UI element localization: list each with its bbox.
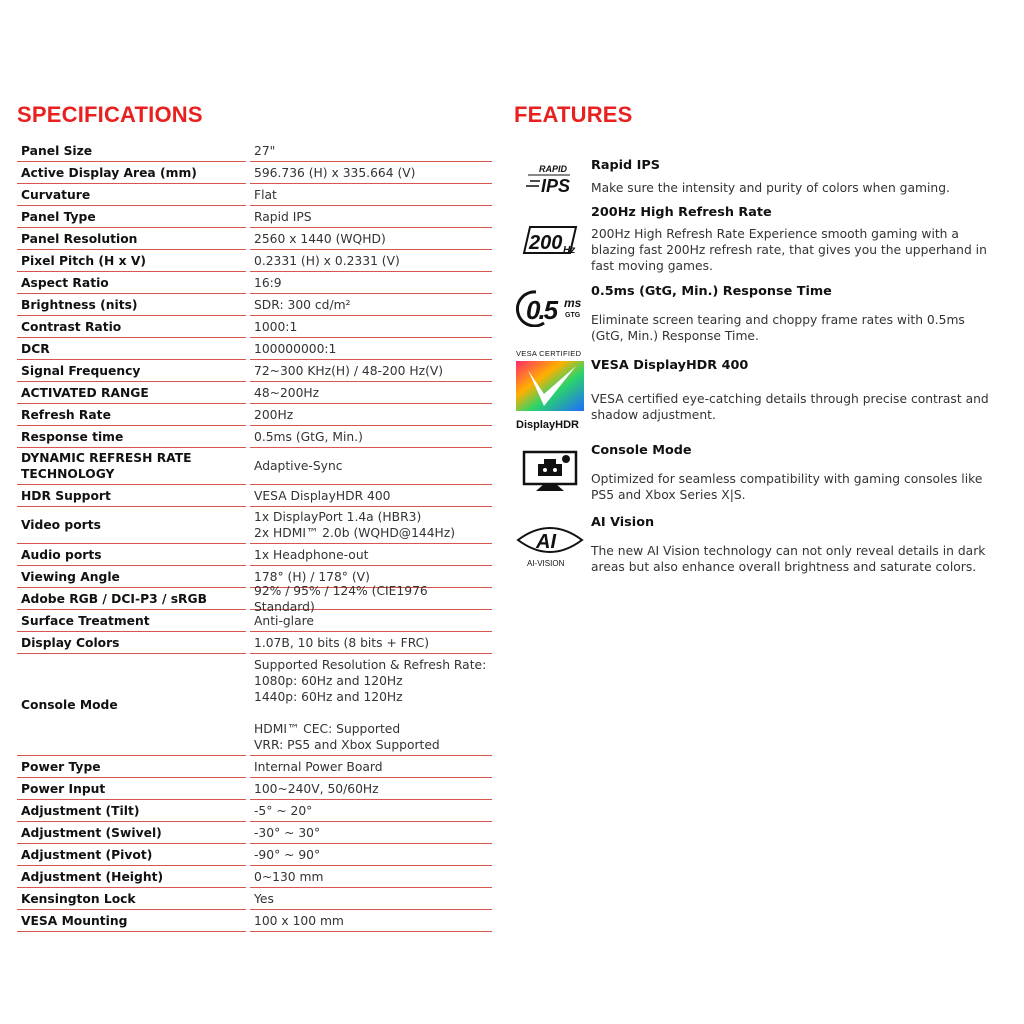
200hz-icon [514, 223, 586, 259]
spec-label: Signal Frequency [17, 360, 246, 382]
rapid-ips-icon-text-top: RAPID [539, 164, 568, 174]
features-heading: FEATURES [514, 102, 633, 127]
spec-value: Supported Resolution & Refresh Rate: 1080p: 60Hz and 120Hz 1440p: 60Hz and 120Hz HDMI™ CEC: Supported VRR: PS5 and Xbox Supported [250, 654, 492, 756]
spec-value: 16:9 [250, 272, 492, 294]
spec-row [17, 800, 492, 822]
spec-row [17, 272, 492, 294]
spec-label: Pixel Pitch (H x V) [17, 250, 246, 272]
spec-value: Internal Power Board [250, 756, 492, 778]
feature-title: Rapid IPS [591, 158, 661, 173]
feature-response-time [514, 283, 994, 345]
vesa-displayhdr-icon [514, 348, 586, 432]
spec-row [17, 360, 492, 382]
spec-label: Surface Treatment [17, 610, 246, 632]
spec-value: VESA DisplayHDR 400 [250, 485, 492, 507]
console-mode-icon [514, 449, 586, 493]
response-icon-number: 0.5 [526, 295, 557, 325]
specifications-table [17, 140, 492, 932]
spec-label: Adjustment (Pivot) [17, 844, 246, 866]
spec-value: 178° (H) / 178° (V) [250, 566, 492, 588]
feature-description: VESA certified eye-catching details through precise contrast and shadow adjustment. [591, 392, 989, 422]
spec-value: 0.2331 (H) x 0.2331 (V) [250, 250, 492, 272]
spec-label: Adjustment (Tilt) [17, 800, 246, 822]
spec-label: Viewing Angle [17, 566, 246, 588]
response-time-icon [514, 287, 586, 327]
spec-label: DYNAMIC REFRESH RATE TECHNOLOGY [17, 448, 246, 485]
spec-label: Adobe RGB / DCI-P3 / sRGB [17, 588, 246, 610]
spec-label: Active Display Area (mm) [17, 162, 246, 184]
spec-row [17, 426, 492, 448]
spec-label: VESA Mounting [17, 910, 246, 932]
spec-row [17, 888, 492, 910]
spec-label: Video ports [17, 507, 246, 544]
feature-console-mode [514, 443, 994, 507]
spec-label: HDR Support [17, 485, 246, 507]
spec-value: Flat [250, 184, 492, 206]
spec-row [17, 206, 492, 228]
spec-value: 596.736 (H) x 335.664 (V) [250, 162, 492, 184]
spec-value: Anti-glare [250, 610, 492, 632]
spec-value: 0~130 mm [250, 866, 492, 888]
spec-row [17, 448, 492, 485]
specifications-heading: SPECIFICATIONS [17, 102, 203, 127]
spec-label: Response time [17, 426, 246, 448]
spec-label: Power Input [17, 778, 246, 800]
spec-value: 1.07B, 10 bits (8 bits + FRC) [250, 632, 492, 654]
spec-row [17, 228, 492, 250]
spec-label: Refresh Rate [17, 404, 246, 426]
spec-row [17, 544, 492, 566]
feature-vesa-displayhdr [514, 351, 994, 435]
spec-row [17, 654, 492, 756]
spec-value: 92% / 95% / 124% (CIE1976 Standard) [250, 588, 492, 610]
spec-row [17, 485, 492, 507]
feature-title: VESA DisplayHDR 400 [591, 358, 749, 373]
spec-value: 27" [250, 140, 492, 162]
feature-description: Optimized for seamless compatibility with gaming consoles like PS5 and Xbox Series X|S. [591, 472, 983, 502]
spec-value: Adaptive-Sync [250, 448, 492, 485]
spec-row [17, 404, 492, 426]
rapid-ips-icon [514, 161, 586, 193]
spec-row [17, 610, 492, 632]
feature-title: Console Mode [591, 443, 692, 458]
spec-value: 72~300 KHz(H) / 48-200 Hz(V) [250, 360, 492, 382]
spec-row [17, 316, 492, 338]
feature-title: AI Vision [591, 515, 655, 530]
spec-label: Console Mode [17, 654, 246, 756]
spec-value: Yes [250, 888, 492, 910]
feature-title: 200Hz High Refresh Rate [591, 205, 772, 220]
feature-rapid-ips [514, 155, 994, 200]
spec-value: -5° ~ 20° [250, 800, 492, 822]
spec-label: Display Colors [17, 632, 246, 654]
response-icon-gtg: GTG [565, 312, 581, 319]
spec-row [17, 184, 492, 206]
spec-label: Panel Type [17, 206, 246, 228]
feature-ai-vision [514, 515, 994, 579]
spec-row [17, 910, 492, 932]
spec-row [17, 338, 492, 360]
spec-label: Contrast Ratio [17, 316, 246, 338]
ai-vision-icon-label: AI-VISION [527, 559, 565, 568]
spec-label: Audio ports [17, 544, 246, 566]
200hz-icon-number: 200 [529, 232, 563, 254]
spec-value: 1000:1 [250, 316, 492, 338]
spec-value: -30° ~ 30° [250, 822, 492, 844]
spec-value: Rapid IPS [250, 206, 492, 228]
rapid-ips-icon-text-main: IPS [541, 176, 571, 193]
200hz-icon-unit: Hz [563, 245, 576, 256]
feature-title: 0.5ms (GtG, Min.) Response Time [591, 284, 832, 299]
spec-row [17, 866, 492, 888]
spec-row [17, 778, 492, 800]
spec-label: Panel Resolution [17, 228, 246, 250]
spec-row [17, 162, 492, 184]
spec-value: SDR: 300 cd/m² [250, 294, 492, 316]
spec-row [17, 294, 492, 316]
spec-row [17, 583, 492, 614]
spec-row [17, 632, 492, 654]
spec-row [17, 250, 492, 272]
ai-vision-icon [514, 518, 586, 568]
spec-value: 48~200Hz [250, 382, 492, 404]
spec-row [17, 140, 492, 162]
feature-description: Eliminate screen tearing and choppy frame rates with 0.5ms (GtG, Min.) Response Time. [591, 313, 965, 343]
spec-value: 100000000:1 [250, 338, 492, 360]
spec-label: Curvature [17, 184, 246, 206]
spec-label: Brightness (nits) [17, 294, 246, 316]
spec-value: 2560 x 1440 (WQHD) [250, 228, 492, 250]
spec-label: DCR [17, 338, 246, 360]
feature-description: Make sure the intensity and purity of colors when gaming. [591, 181, 950, 195]
spec-row [17, 844, 492, 866]
feature-description: 200Hz High Refresh Rate Experience smooth gaming with a blazing fast 200Hz refresh rate, that gives you the upperhand in fast moving games. [591, 227, 987, 273]
spec-label: Aspect Ratio [17, 272, 246, 294]
spec-label: ACTIVATED RANGE [17, 382, 246, 404]
spec-row [17, 507, 492, 544]
feature-200hz [514, 203, 994, 278]
spec-value: -90° ~ 90° [250, 844, 492, 866]
displayhdr-label: DisplayHDR [516, 419, 579, 431]
spec-label: Kensington Lock [17, 888, 246, 910]
spec-row [17, 822, 492, 844]
spec-value: 100 x 100 mm [250, 910, 492, 932]
spec-label: Adjustment (Swivel) [17, 822, 246, 844]
spec-label: Panel Size [17, 140, 246, 162]
spec-value: 1x DisplayPort 1.4a (HBR3) 2x HDMI™ 2.0b (WQHD@144Hz) [250, 507, 492, 544]
spec-row [17, 382, 492, 404]
vesa-certified-label: VESA CERTIFIED [516, 349, 582, 358]
spec-value: 100~240V, 50/60Hz [250, 778, 492, 800]
spec-row [17, 756, 492, 778]
spec-value: 0.5ms (GtG, Min.) [250, 426, 492, 448]
spec-value: 200Hz [250, 404, 492, 426]
feature-description: The new AI Vision technology can not only reveal details in dark areas but also enhance overall brightness and saturate colors. [591, 544, 986, 574]
response-icon-unit: ms [564, 296, 582, 310]
spec-value: 1x Headphone-out [250, 544, 492, 566]
spec-label: Adjustment (Height) [17, 866, 246, 888]
spec-label: Power Type [17, 756, 246, 778]
ai-vision-icon-mark: AI [536, 531, 556, 553]
